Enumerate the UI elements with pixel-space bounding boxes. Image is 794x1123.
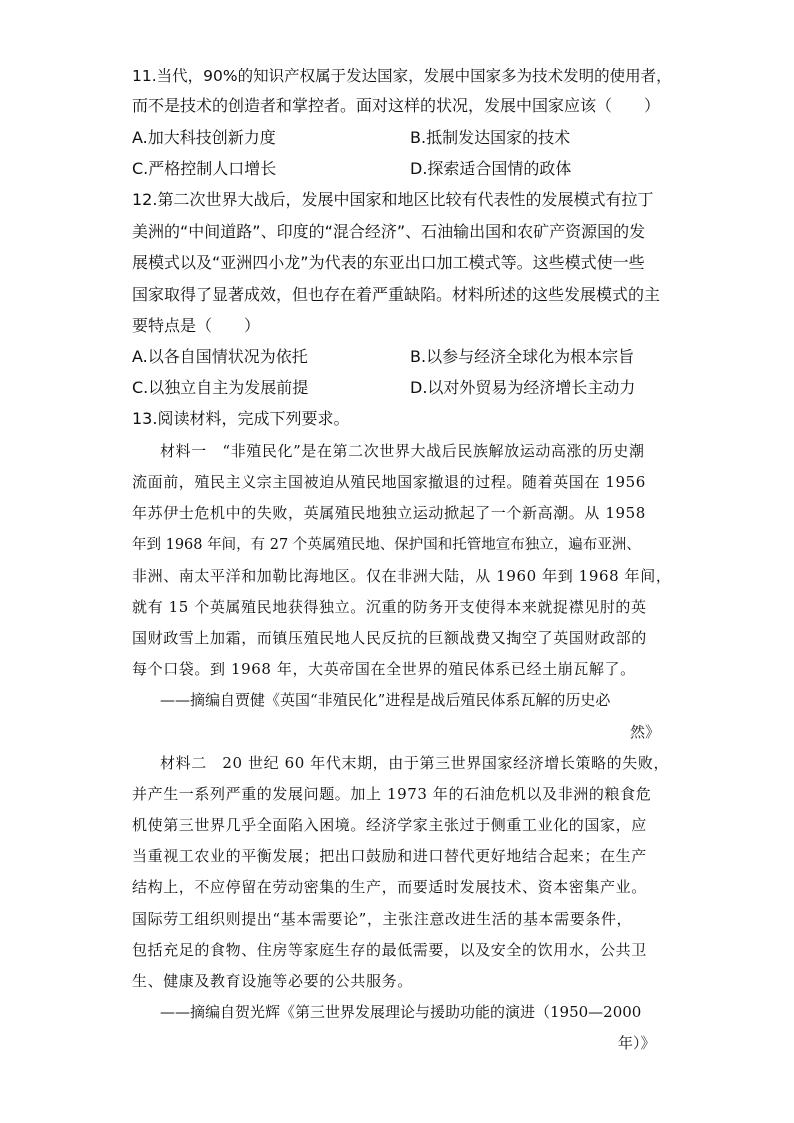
q12-stem-line-3: 展模式以及“亚洲四小龙”为代表的东亚出口加工模式等。这些模式使一些 — [132, 253, 645, 272]
material1-line-4: 年到 1968 年间，有 27 个英属殖民地、保护国和托管地宣布独立，遍布亚洲、 — [132, 537, 641, 553]
material2-line-6: 国际劳工组织则提出“基本需要论”，主张注意改进生活的基本需要条件， — [132, 910, 633, 928]
material2-line-8: 生、健康及教育设施等必要的公共服务。 — [132, 972, 413, 990]
q12-stem-line-1: 12.第二次世界大战后，发展中国家和地区比较有代表性的发展模式有拉丁 — [132, 190, 654, 209]
material1-source-line-1: ——摘编自贾健《英国“非殖民化”进程是战后殖民体系瓦解的历史必 — [160, 691, 611, 709]
q12-option-a: A.以各自国情状况为依托 — [132, 347, 308, 366]
material2-line-5: 结构上，不应停留在劳动密集的生产，而要适时发展技术、资本密集产业。 — [132, 878, 647, 896]
material1-line-2: 流面前，殖民主义宗主国被迫从殖民地国家撤退的过程。随着英国在 1956 — [132, 473, 646, 491]
q13-intro: 13.阅读材料，完成下列要求。 — [132, 409, 350, 428]
q11-stem-line-1: 11.当代，90%的知识产权属于发达国家，发展中国家多为技术发明的使用者， — [132, 67, 672, 85]
material1-line-6: 就有 15 个英属殖民地获得独立。沉重的防务开支使得本来就捉襟见肘的英 — [132, 598, 647, 616]
q12-stem-line-4: 国家取得了显著成效，但也存在着严重缺陷。材料所述的这些发展模式的主 — [132, 285, 661, 304]
material1-line-1: 材料一 “非殖民化”是在第二次世界大战后民族解放运动高涨的历史潮 — [160, 442, 645, 460]
q11-stem-line-2: 而不是技术的创造者和掌控者。面对这样的状况，发展中国家应该（ ） — [132, 96, 661, 115]
material2-line-4: 当重视工农业的平衡发展；把出口鼓励和进口替代更好地结合起来；在生产 — [132, 847, 647, 865]
q12-stem-line-2: 美洲的“中间道路”、印度的“混合经济”、石油输出国和农矿产资源国的发 — [132, 222, 646, 241]
q12-option-b: B.以参与经济全球化为根本宗旨 — [410, 347, 635, 366]
material2-line-2: 并产生一系列严重的发展问题。加上 1973 年的石油危机以及非洲的粮食危 — [132, 785, 652, 803]
material2-line-3: 机使第三世界几乎全面陷入困境。经济学家主张过于侧重工业化的国家，应 — [132, 816, 647, 834]
material2-source-line-2: 年）》 — [618, 1034, 656, 1052]
q12-stem-line-5: 要特点是（ ） — [132, 316, 261, 335]
material2-source-line-1: ——摘编自贺光辉《第三世界发展理论与援助功能的演进（1950—2000 — [160, 1003, 642, 1021]
material2-line-7: 包括充足的食物、住房等家庭生存的最低需要，以及安全的饮用水，公共卫 — [132, 941, 647, 959]
q11-option-b: B.抵制发达国家的技术 — [410, 128, 571, 147]
q11-option-d: D.探索适合国情的政体 — [410, 159, 572, 178]
material1-line-8: 每个口袋。到 1968 年，大英帝国在全世界的殖民体系已经土崩瓦解了。 — [132, 660, 636, 678]
q11-option-c: C.严格控制人口增长 — [132, 159, 277, 178]
material2-line-1: 材料二 20 世纪 60 年代末期，由于第三世界国家经济增长策略的失败， — [160, 754, 670, 772]
material1-line-3: 年苏伊士危机中的失败，英属殖民地独立运动掀起了一个新高潮。从 1958 — [132, 504, 646, 522]
material1-line-5: 非洲、南太平洋和加勒比海地区。仅在非洲大陆，从 1960 年到 1968 年间， — [132, 567, 672, 585]
material1-line-7: 国财政雪上加霜，而镇压殖民地人民反抗的巨额战费又掏空了英国财政部的 — [132, 629, 647, 647]
q11-option-a: A.加大科技创新力度 — [132, 128, 276, 147]
material1-source-line-2: 然》 — [630, 723, 661, 741]
q12-option-d: D.以对外贸易为经济增长主动力 — [410, 378, 636, 397]
q12-option-c: C.以独立自主为发展前提 — [132, 378, 309, 397]
